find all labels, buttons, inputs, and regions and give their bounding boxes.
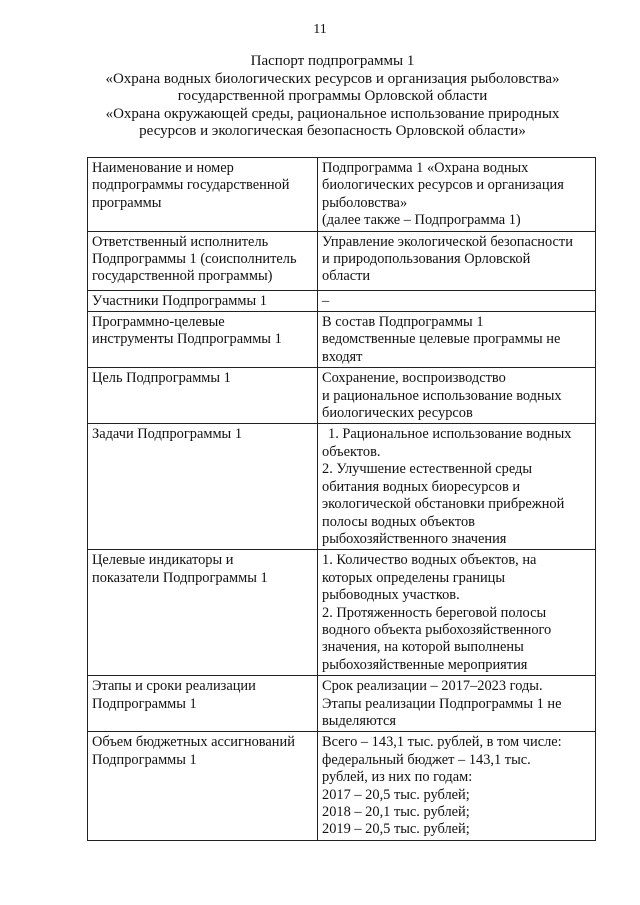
cell-line: Подпрограмма 1 «Охрана водных: [322, 160, 529, 176]
row-value-cell: [318, 424, 596, 550]
cell-line: Объем бюджетных ассигнований: [92, 734, 295, 751]
cell-line: Программно-целевые: [92, 314, 225, 331]
cell-line: области: [322, 268, 371, 285]
cell-line: объектов.: [322, 443, 381, 460]
row-name-cell: [88, 231, 318, 290]
passport-table: [87, 157, 596, 841]
cell-line: Участники Подпрограммы 1: [92, 292, 267, 309]
heading-line: «Охрана водных биологических ресурсов и организация рыболовства»: [105, 70, 560, 87]
cell-line: входят: [322, 348, 363, 365]
row-value-cell: [318, 550, 596, 676]
row-value-cell: [318, 158, 596, 232]
cell-line: Этапы и сроки реализации: [92, 678, 256, 695]
table-row: [88, 368, 596, 424]
cell-line: 1. Количество водных объектов, на: [322, 552, 537, 569]
cell-line: 2017 – 20,5 тыс. рублей;: [322, 786, 470, 803]
cell-line: Целевые индикаторы и: [92, 552, 234, 569]
cell-line: 2019 – 20,5 тыс. рублей;: [322, 821, 470, 838]
cell-line: –: [322, 292, 330, 309]
cell-line: 1. Рациональное использование водных: [328, 426, 572, 443]
cell-line: значения, на которой выполнены: [322, 639, 524, 656]
cell-line: рыболовства»: [322, 194, 408, 211]
table-row: [88, 732, 596, 840]
cell-line: 2. Протяженность береговой полосы: [322, 604, 547, 621]
cell-line: водного объекта рыбохозяйственного: [322, 621, 552, 638]
cell-line: ведомственные целевые программы не: [322, 331, 561, 348]
row-name-cell: [88, 312, 318, 368]
cell-line: подпрограммы государственной: [92, 177, 290, 194]
cell-line: Подпрограммы 1 (соисполнитель: [92, 251, 297, 268]
row-name-cell: [88, 732, 318, 840]
table-row: [88, 676, 596, 732]
heading-line: «Охрана окружающей среды, рациональное использование природных: [105, 105, 560, 122]
cell-line: экологической обстановки прибрежной: [322, 496, 565, 513]
cell-line: рыбохозяйственные мероприятия: [322, 656, 528, 673]
table-row: [88, 424, 596, 550]
heading-line: ресурсов и экологическая безопасность Орловской области»: [139, 123, 526, 140]
heading-line: Паспорт подпрограммы 1: [250, 53, 415, 69]
row-value-cell: [318, 312, 596, 368]
cell-line: 2. Улучшение естественной среды: [322, 461, 533, 478]
cell-line: выделяются: [322, 712, 397, 729]
cell-line: Подпрограммы 1: [92, 751, 197, 768]
heading-line: государственной программы Орловской области: [177, 88, 488, 105]
row-value-cell: [318, 732, 596, 840]
cell-line: которых определены границы: [322, 569, 506, 586]
cell-line: и природопользования Орловской: [322, 251, 531, 268]
cell-line: рублей, из них по годам:: [322, 769, 473, 786]
cell-line: полосы водных объектов: [322, 513, 475, 530]
document-heading: [60, 53, 605, 141]
cell-line: Задачи Подпрограммы 1: [92, 426, 243, 443]
row-value-cell: [318, 676, 596, 732]
table-row: [88, 158, 596, 232]
cell-line: программы: [92, 194, 162, 211]
cell-line: (далее также – Подпрограмма 1): [322, 212, 521, 229]
row-name-cell: [88, 676, 318, 732]
cell-line: и рациональное использование водных: [322, 387, 562, 404]
cell-line: Управление экологической безопасности: [322, 233, 573, 250]
cell-line: Этапы реализации Подпрограммы 1 не: [322, 695, 562, 712]
cell-line: инструменты Подпрограммы 1: [92, 331, 282, 348]
cell-line: государственной программы): [92, 268, 273, 285]
cell-line: 2018 – 20,1 тыс. рублей;: [322, 804, 470, 820]
cell-line: Срок реализации – 2017–2023 годы.: [322, 678, 543, 695]
table-row: [88, 290, 596, 311]
cell-line: Сохранение, воспроизводство: [322, 370, 506, 387]
row-name-cell: [88, 368, 318, 424]
row-name-cell: [88, 550, 318, 676]
row-name-cell: [88, 290, 318, 311]
cell-line: Наименование и номер: [92, 160, 234, 176]
row-value-cell: [318, 290, 596, 311]
cell-line: Цель Подпрограммы 1: [92, 370, 231, 387]
page-number: 11: [313, 22, 327, 37]
cell-line: биологических ресурсов: [322, 405, 473, 422]
row-value-cell: [318, 231, 596, 290]
cell-line: показатели Подпрограммы 1: [92, 569, 268, 586]
row-name-cell: [88, 158, 318, 232]
row-name-cell: [88, 424, 318, 550]
cell-line: В состав Подпрограммы 1: [322, 314, 484, 331]
row-value-cell: [318, 368, 596, 424]
cell-line: рыбоводных участков.: [322, 587, 460, 604]
cell-line: обитания водных биоресурсов и: [322, 478, 521, 495]
table-row: [88, 550, 596, 676]
cell-line: федеральный бюджет – 143,1 тыс.: [322, 751, 531, 768]
table-row: [88, 312, 596, 368]
cell-line: рыбохозяйственного значения: [322, 530, 507, 547]
table-row: [88, 231, 596, 290]
cell-line: биологических ресурсов и организация: [322, 177, 564, 194]
cell-line: Подпрограммы 1: [92, 695, 197, 712]
cell-line: Ответственный исполнитель: [92, 233, 269, 250]
cell-line: Всего – 143,1 тыс. рублей, в том числе:: [322, 734, 562, 751]
